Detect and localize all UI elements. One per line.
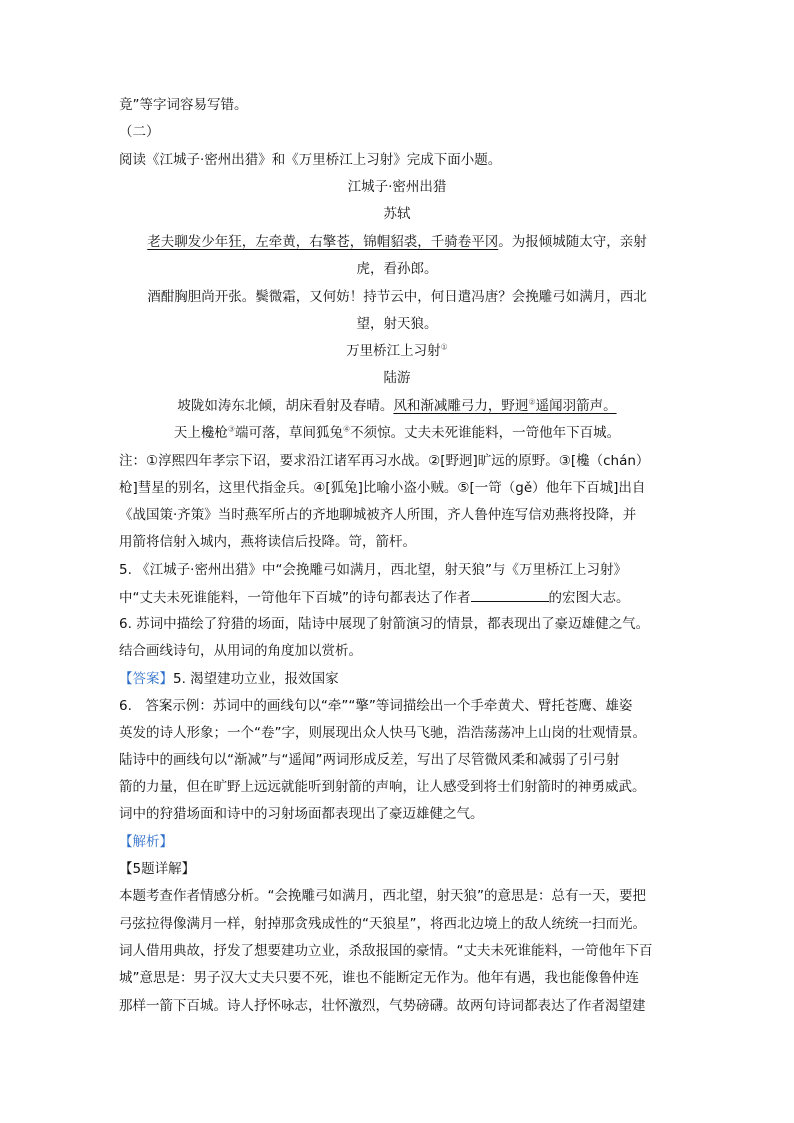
verse-text: 不须惊。丈夫未死谁能料，一笴他年下百城。	[350, 425, 621, 441]
verse-text: 端可落，草间狐兔	[235, 425, 343, 441]
note-line: 用箭将信射入城内，燕将读信后投降。笴，箭杆。	[119, 534, 416, 550]
poem2-line-2	[119, 423, 675, 443]
text-line: 竟”等字词容易写错。	[119, 97, 248, 113]
poem1-title: 江城子·密州出猎	[347, 179, 447, 195]
question-text: 的宏图大志。	[548, 590, 630, 606]
poem1-line-1	[119, 232, 675, 252]
detail-line: 词人借用典故，抒发了想要建功立业，杀敌报国的豪情。“丈夫未死谁能料，一笴他年下百	[119, 943, 653, 959]
answer-blank	[471, 587, 549, 602]
poem1-line-4: 望，射天狼。	[356, 316, 438, 332]
answer-5-text: 5. 渴望建功立业，报效国家	[173, 671, 339, 687]
poem1-line-2: 虎，看孙郎。	[356, 261, 438, 277]
underlined-verse	[393, 398, 616, 414]
poem1-line-3: 酒酣胸胆尚开张。鬓微霜，又何妨！持节云中，何日遣冯唐？会挽雕弓如满月，西北	[147, 289, 647, 305]
verse-text: 。为报倾城随太守，亲射	[498, 234, 647, 250]
detail-heading: 【5题详解】	[119, 861, 196, 877]
detail-line: 城”意思是：男子汉大丈夫只要不死，谁也不能断定无作为。他年有遇，我也能像鲁仲连	[119, 970, 639, 986]
footnote-marker: ②	[528, 397, 536, 407]
verse-text: 天上欃枪	[173, 425, 228, 441]
question-5-line-1: 5. 《江城子·密州出猎》中“会挽雕弓如满月，西北望，射天狼”与《万里桥江上习射》	[119, 562, 627, 578]
footnote-marker: ④	[343, 424, 351, 434]
answer-line	[119, 669, 675, 689]
detail-line: 弓弦拉得像满月一样，射掉那贪残成性的“天狼星”，将西北边境上的敌人统统一扫而光。	[119, 916, 646, 932]
poem2-title	[119, 341, 675, 361]
answer-6-line: 陆诗中的画线句以“渐减”与“遥闻”两词形成反差，写出了尽管微风柔和减弱了引弓射	[119, 752, 620, 768]
verse-text: 坡陇如涛东北倾，胡床看射及春晴。	[177, 398, 394, 414]
poem2-line-1	[119, 396, 675, 416]
instruction-line: 阅读《江城子·密州出猎》和《万里桥江上习射》完成下面小题。	[119, 152, 502, 168]
detail-line: 那样一箭下百城。诗人抒怀咏志，壮怀激烈，气势磅礴。故两句诗词都表达了作者渴望建	[119, 998, 646, 1014]
answer-tag: 【答案】	[119, 671, 173, 687]
question-5-line-2	[119, 587, 675, 607]
section-heading: （二）	[119, 124, 160, 140]
underlined-verse-part: 遥闻羽箭声。	[535, 398, 617, 414]
analysis-tag: 【解析】	[119, 834, 173, 850]
poem1-author: 苏轼	[383, 206, 411, 222]
question-text: 中“丈夫未死谁能料，一笴他年下百城”的诗句都表达了作者	[119, 590, 471, 606]
poem2-title-text: 万里桥江上习射	[346, 343, 441, 359]
footnote-marker: ①	[440, 342, 448, 352]
answer-6-line: 词中的狩猎场面和诗中的习射场面都表现出了豪迈雄健之气。	[119, 806, 484, 822]
answer-6-line: 6. 答案示例：苏词中的画线句以“牵”“擎”等词描绘出一个手牵黄犬、臂托苍鹰、雄姿	[119, 698, 633, 714]
note-line: 注：①淳熙四年孝宗下诏，要求沿江诸军再习水战。②[野迥]旷远的原野。③[欃（chán）	[119, 453, 650, 469]
footnote-marker: ③	[227, 424, 235, 434]
note-line: 《战国策·齐策》当时燕军所占的齐地聊城被齐人所围，齐人鲁仲连写信劝燕将投降，并	[119, 507, 637, 523]
underlined-verse: 老夫聊发少年狂，左牵黄，右擎苍，锦帽貂裘，千骑卷平冈	[147, 234, 499, 250]
detail-line: 本题考查作者情感分析。“会挽雕弓如满月，西北望，射天狼”的意思是：总有一天，要把	[119, 888, 646, 904]
answer-6-line: 箭的力量，但在旷野上远远就能听到射箭的声响，让人感受到将士们射箭时的神勇威武。	[119, 779, 646, 795]
question-6-line-1: 6. 苏词中描绘了狩猎的场面，陆诗中展现了射箭演习的情景，都表现出了豪迈雄健之气。	[119, 616, 650, 632]
answer-6-line: 英发的诗人形象；一个“卷”字，则展现出众人快马飞驰，浩浩荡荡冲上山岗的壮观情景。	[119, 725, 646, 741]
question-6-line-2: 结合画线诗句，从用词的角度加以赏析。	[119, 643, 362, 659]
underlined-verse-part: 风和渐减雕弓力，野迥	[393, 398, 529, 414]
note-line: 枪]彗星的别名，这里代指金兵。④[狐兔]比喻小盗小贼。⑤[一笴（gě）他年下百城]出自	[119, 480, 646, 496]
poem2-author: 陆游	[383, 370, 411, 386]
